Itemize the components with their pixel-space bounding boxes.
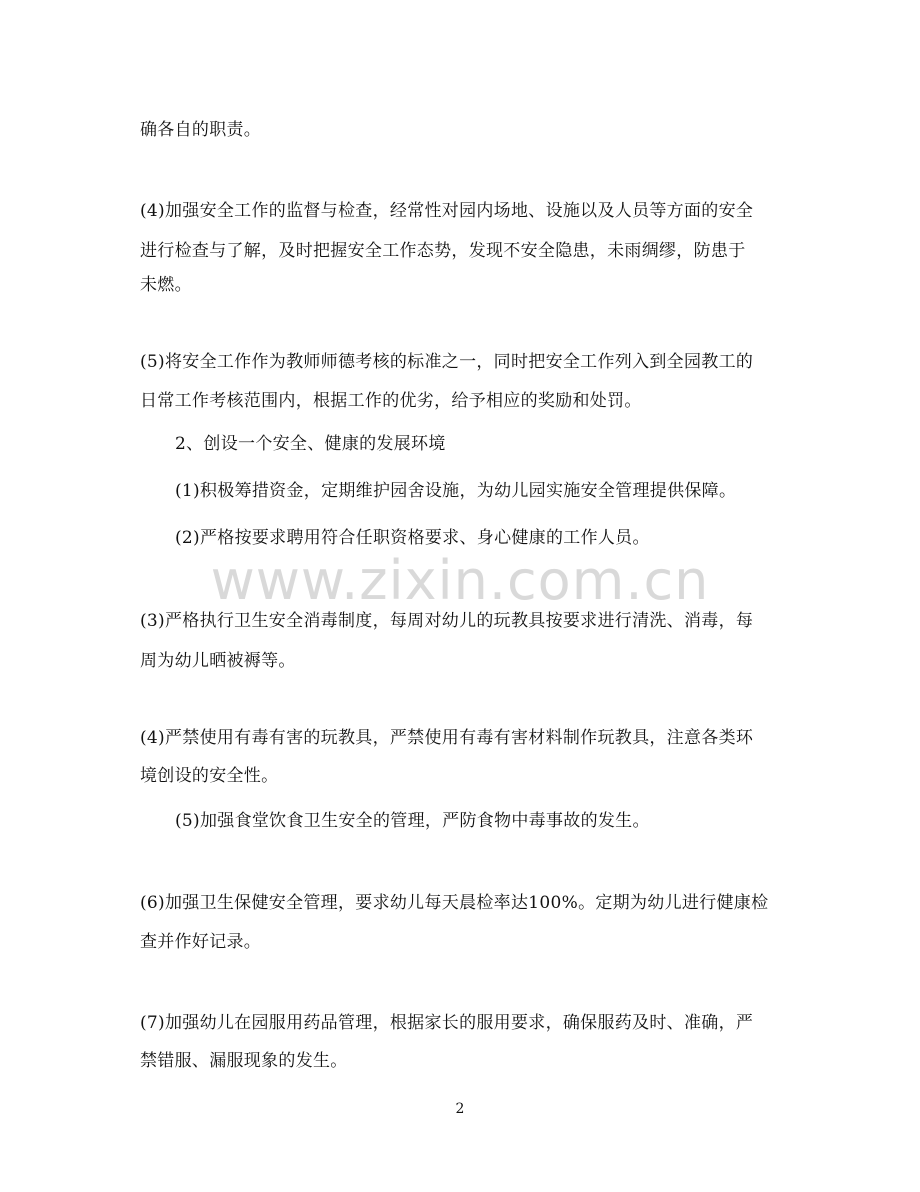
text-line: (6)加强卫生保健安全管理，要求幼儿每天晨检率达100%。定期为幼儿进行健康检 <box>140 893 769 913</box>
text-line: (4)加强安全工作的监督与检查，经常性对园内场地、设施以及人员等方面的安全 <box>140 201 754 221</box>
text-line: (3)严格执行卫生安全消毒制度，每周对幼儿的玩教具按要求进行清洗、消毒，每 <box>140 611 754 631</box>
text-line: (2)严格按要求聘用符合任职资格要求、身心健康的工作人员。 <box>175 528 650 548</box>
text-line: 未燃。 <box>140 275 192 295</box>
text-line: (4)严禁使用有毒有害的玩教具，严禁使用有毒有害材料制作玩教具，注意各类环 <box>140 728 754 748</box>
text-line: 日常工作考核范围内，根据工作的优劣，给予相应的奖励和处罚。 <box>140 391 642 411</box>
watermark: www.zixin.com.cn <box>210 549 710 612</box>
text-line: 境创设的安全性。 <box>140 766 279 786</box>
text-line: (7)加强幼儿在园服用药品管理，根据家长的服用要求，确保服药及时、准确，严 <box>140 1013 754 1033</box>
text-line: 确各自的职责。 <box>140 120 262 140</box>
text-line: (5)加强食堂饮食卫生安全的管理，严防食物中毒事故的发生。 <box>175 811 650 831</box>
page-number: 2 <box>455 1101 465 1117</box>
text-line: (5)将安全工作作为教师师德考核的标准之一，同时把安全工作列入到全园教工的 <box>140 352 754 372</box>
text-line: 查并作好记录。 <box>140 932 262 952</box>
section-heading: 2、创设一个安全、健康的发展环境 <box>175 434 446 454</box>
text-line: 周为幼儿晒被褥等。 <box>140 651 296 671</box>
text-line: 进行检查与了解，及时把握安全工作态势，发现不安全隐患，未雨绸缪，防患于 <box>140 241 746 261</box>
text-line: (1)积极筹措资金，定期维护园舍设施，为幼儿园实施安全管理提供保障。 <box>175 481 737 501</box>
text-line: 禁错服、漏服现象的发生。 <box>140 1051 348 1071</box>
